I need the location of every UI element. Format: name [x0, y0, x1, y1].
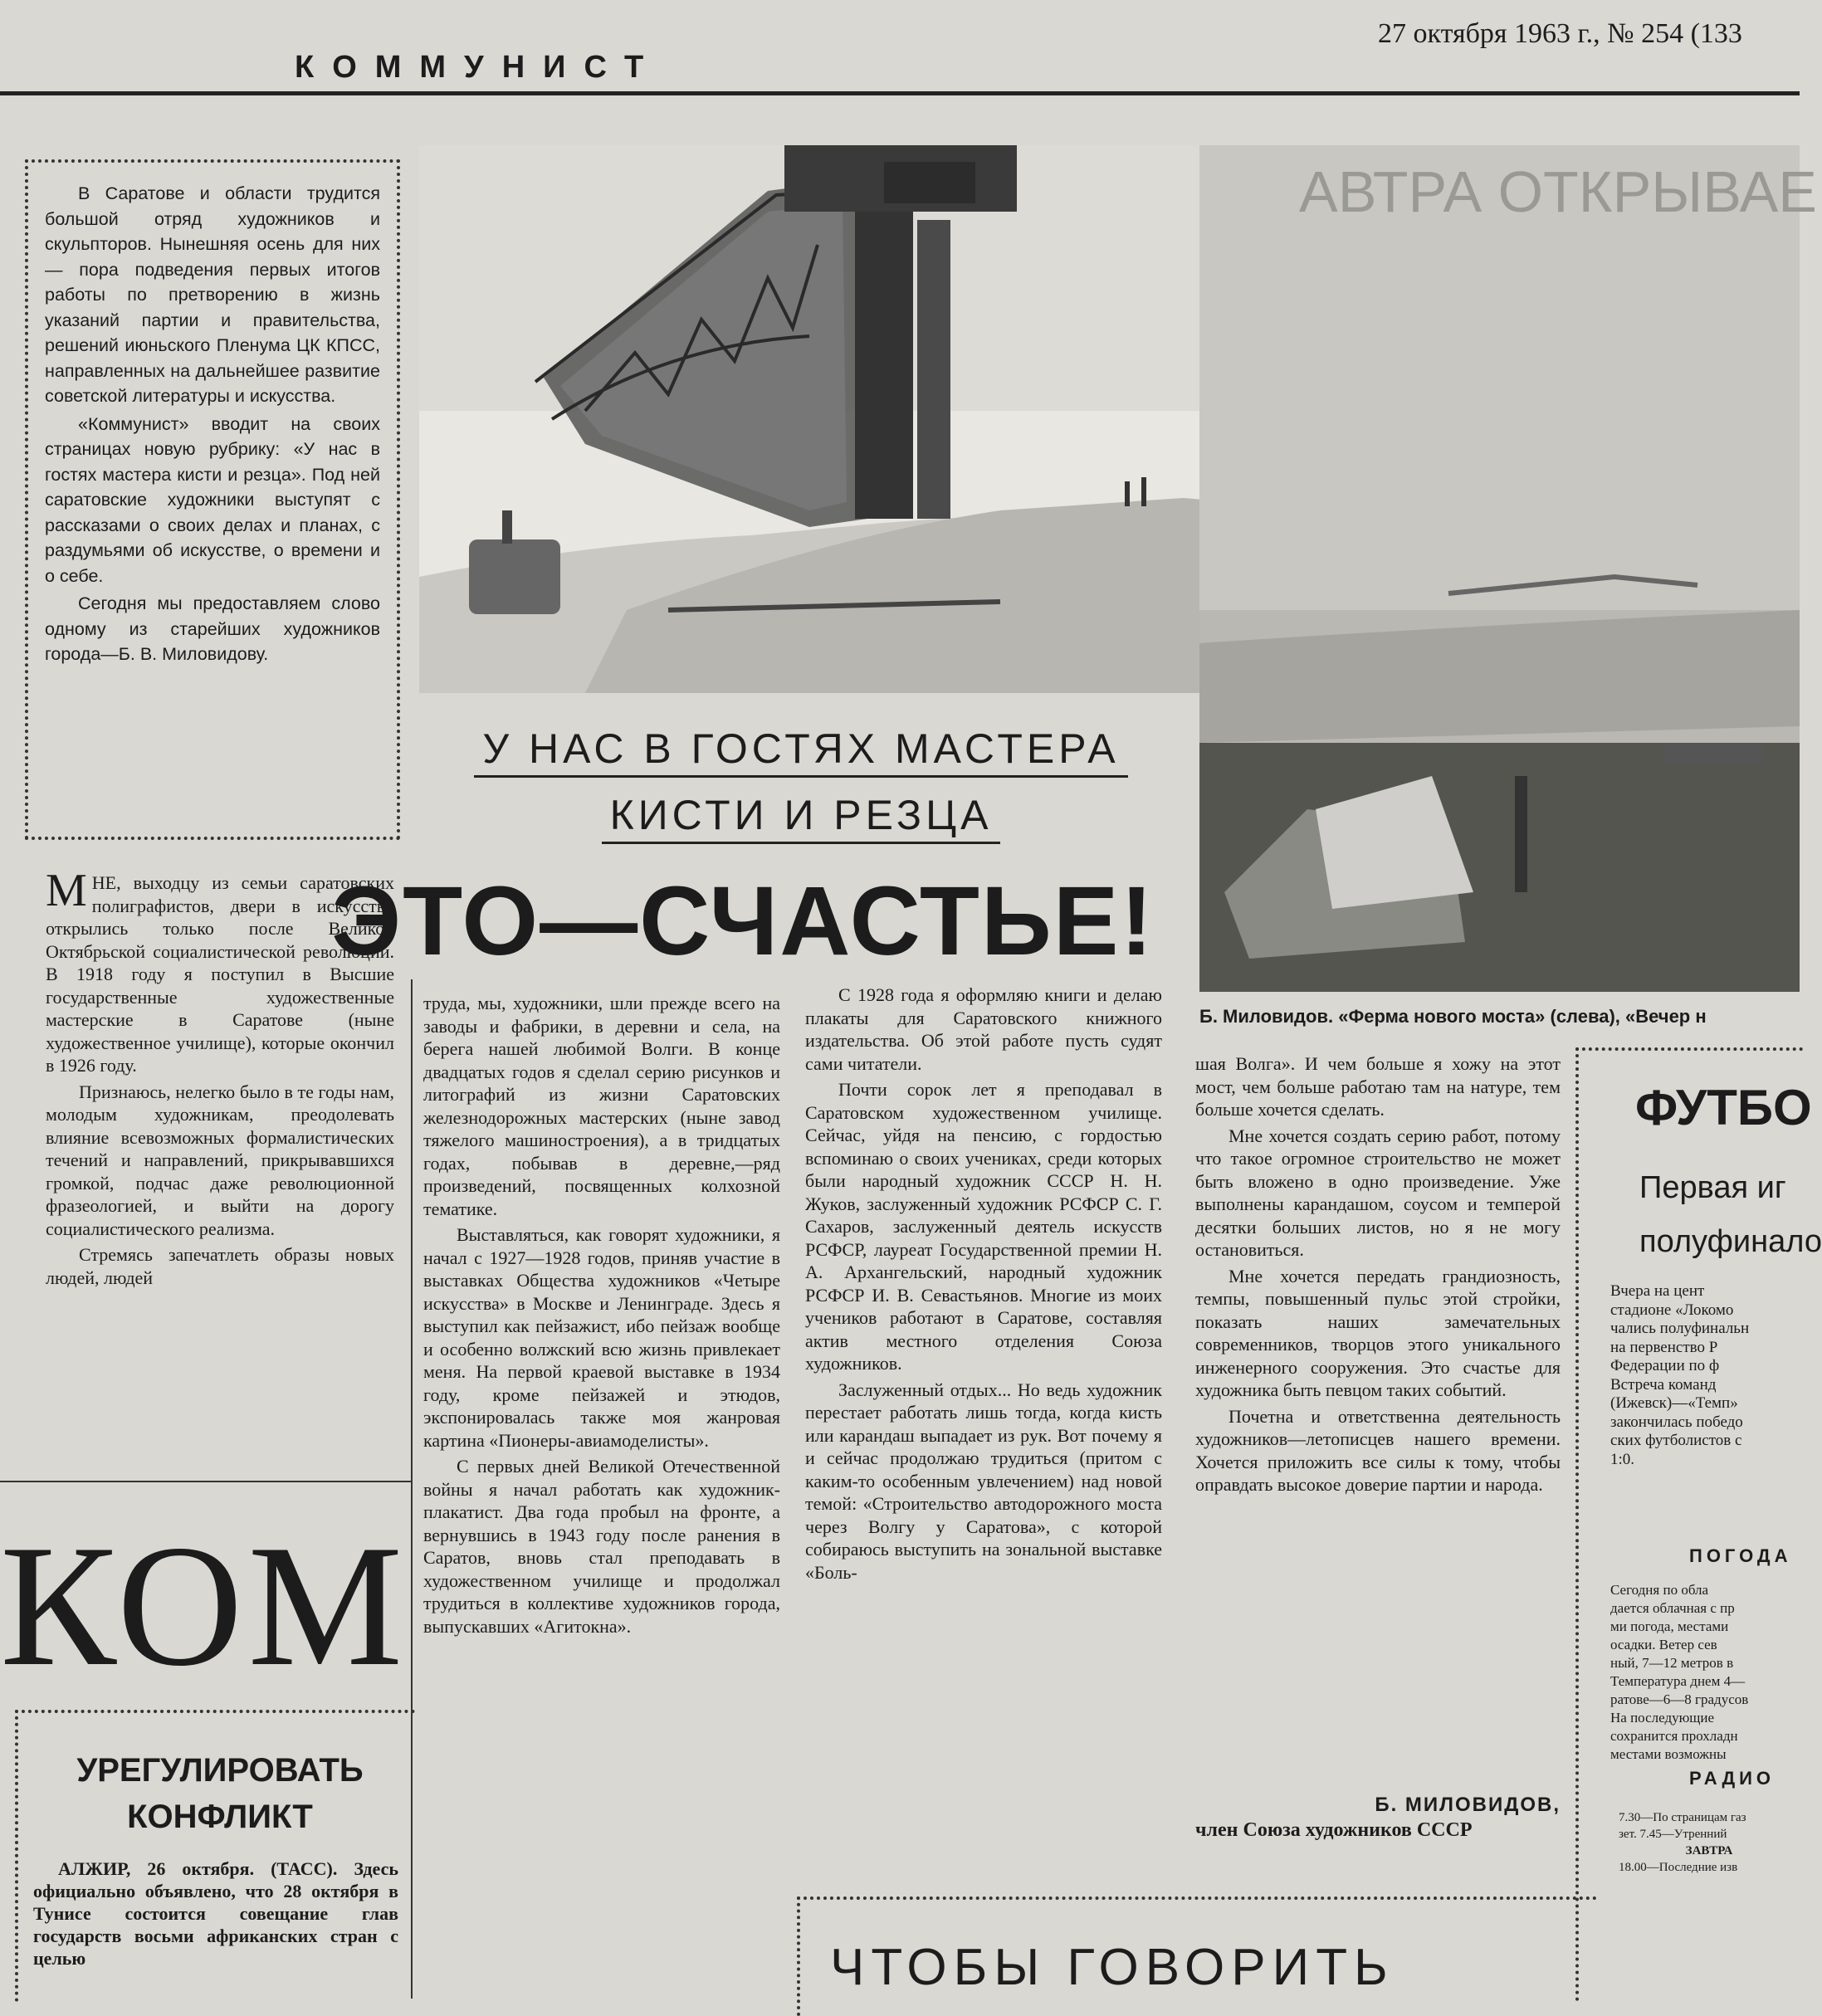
football-line: Встреча команд: [1610, 1375, 1717, 1394]
weather-line: осадки. Ветер сев: [1610, 1637, 1717, 1652]
football-subtitle-1: Первая иг: [1639, 1170, 1786, 1205]
rubric-line-2: [452, 790, 1150, 840]
article-paragraph: Почти сорок лет я преподавал в Саратовском художественном училище. Сейчас, уйдя на пенсию, с гордостью вспоминаю о своих учениках, среди которых были народный художник СССР Н. Н. Жуков, заслуженный художник РСФСР С. Г. Сахаров, заслуженный деятель искусств РСФСР, лауреат Государственной премии Н. А. Архангельский, народный художник РСФСР И. В. Севастьянов. Многие из моих учеников работают в Саратове, составляя актив местного отделения Союза художников.: [805, 1079, 1162, 1374]
article-paragraph: С 1928 года я оформляю книги и делаю плакаты для Саратовского книжного издательства. Об этой работе пусть судят сами читатели.: [805, 984, 1162, 1074]
radio-text: [1619, 1809, 1800, 1876]
radio-line: 18.00—Последние изв: [1619, 1861, 1738, 1874]
intro-paragraph: Сегодня мы предоставляем слово одному из старейших художников города—Б. В. Миловидову.: [45, 593, 380, 664]
football-line: Вчера на цент: [1610, 1282, 1705, 1300]
football-line: ских футболистов с: [1610, 1432, 1742, 1449]
weather-line: сохранится прохладн: [1610, 1728, 1738, 1744]
river-drawing: [1199, 145, 1817, 992]
article-paragraph: Стремясь запечатлеть образы новых людей, людей: [46, 1244, 394, 1288]
radio-line: зет. 7.45—Утренний: [1619, 1828, 1727, 1841]
weather-text: [1610, 1581, 1800, 1764]
football-line: 1:0.: [1610, 1450, 1635, 1468]
weather-line: местами возможны: [1610, 1746, 1727, 1762]
article-column-2: [423, 992, 780, 1641]
dateline: 27 октября 1963 г., № 254 (133: [1378, 18, 1742, 49]
article-paragraph: Признаюсь, нелегко было в те годы нам, молодым художникам, преодолевать влияние всевозможных формалистических течений и направлений, прикрывавшихся громкой, подчас даже революционной фразеологией, и выйти на дорогу социалистического реализма.: [46, 1081, 394, 1239]
author-name: Б. МИЛОВИДОВ,: [1375, 1794, 1561, 1816]
section-divider: [0, 1481, 411, 1482]
radio-line: 7.30—По страницам газ: [1619, 1811, 1746, 1824]
rubric-line-2-text: КИСТИ И РЕЗЦА: [602, 792, 1001, 844]
masthead: КОММУНИСТ: [295, 50, 662, 85]
masthead-rule: [0, 91, 1800, 95]
weather-line: Температура днем 4—: [1610, 1673, 1746, 1689]
radio-line: ЗАВТРА: [1685, 1844, 1733, 1857]
kom-headline: КОМ: [0, 1510, 408, 1702]
photo-caption: Б. Миловидов. «Ферма нового моста» (слева), «Вечер н: [1199, 1006, 1707, 1027]
rubric-line-1: [452, 724, 1150, 774]
football-text: [1610, 1282, 1800, 1469]
football-title: ФУТБО: [1635, 1080, 1812, 1135]
football-line: Федерации по ф: [1610, 1357, 1720, 1374]
article-column-1: [46, 865, 394, 1292]
football-line: закончилась победо: [1610, 1413, 1743, 1431]
football-line: стадионе «Локомо: [1610, 1301, 1734, 1319]
author-role: член Союза художников СССР: [1195, 1819, 1473, 1841]
football-subtitle-2: полуфинало: [1639, 1224, 1822, 1259]
article-title: ЭТО—СЧАСТЬЕ!: [331, 866, 1155, 976]
article-paragraph: С первых дней Великой Отечественной войны я начал работать как художник-плакатист. Два года пробыл на фронте, а вернувшись в 1943 году после ранения в Саратов, вновь стал преподавать в художественном училище и продолжал трудиться в коллективе художников города, выпускавших «Агитокна».: [423, 1456, 780, 1637]
weather-line: ратове—6—8 градусов: [1610, 1691, 1749, 1707]
bridge-drawing: [419, 145, 1266, 693]
conflict-headline-2: КОНФЛИКТ: [127, 1799, 313, 1835]
football-line: (Ижевск)—«Темп»: [1610, 1394, 1738, 1412]
bottom-headline: ЧТОБЫ ГОВОРИТЬ: [830, 1939, 1395, 1996]
article-column-4: [1195, 1052, 1561, 1500]
article-paragraph: труда, мы, художники, шли прежде всего на заводы и фабрики, в деревни и села, на берега нашей любимой Волги. В конце двадцатых годов я сделал серию рисунков и литографий из жизни Саратовских железнодорожных мастерских (ныне завод тяжелого машиностроения), а в тридцатых годах, побывав в деревне,—ряд произведений, посвященных колхозной тематике.: [423, 993, 780, 1219]
radio-title: РАДИО: [1689, 1768, 1776, 1789]
author-signature: [1195, 1793, 1561, 1843]
article-paragraph: Почетна и ответственна деятельность художников—летописцев нашего времени. Хочется приложить все силы к тому, чтобы оправдать высокое доверие партии и народа.: [1195, 1405, 1561, 1495]
weather-line: ный, 7—12 метров в: [1610, 1655, 1734, 1671]
article-paragraph: Заслуженный отдых... Но ведь художник перестает работать лишь тогда, когда кисть или карандаш выпадает из рук. Вот почему я и сейчас продолжаю трудиться (притом с каким-то особенным увлечением) над новой темой: «Строительство автодорожного моста через Волгу у Саратова», с которой собираюсь выступить на зональной выставке «Боль-: [805, 1379, 1162, 1583]
article-paragraph: Мне хочется передать грандиозность, темпы, повышенный пульс этой стройки, показать наших замечательных современников, творцов этого уникального инженерного сооружения. Это счастье для художника быть певцом таких событий.: [1195, 1265, 1561, 1400]
rubric-line-1-text: У НАС В ГОСТЯХ МАСТЕРА: [474, 725, 1127, 778]
intro-paragraph: В Саратове и области трудится большой отряд художников и скульпторов. Нынешняя осень для них— пора подведения первых итогов работы по претворению в жизнь указаний партии и правительства, решений июньского Пленума ЦК КПСС, направленных на дальнейшее развитие советской литературы и искусства.: [45, 183, 380, 406]
article-paragraph: НЕ, выходцу из семьи саратовских полиграфистов, двери в искусство открылись только после Великой Октябрьской социалистической революции. В 1918 году я поступил в Высшие государственные художественные мастерские в Саратове (ныне художественное училище), которые окончил в 1926 году.: [46, 872, 394, 1076]
football-line: чались полуфинальн: [1610, 1320, 1750, 1337]
weather-line: ми погода, местами: [1610, 1618, 1729, 1634]
conflict-text: [33, 1857, 398, 1970]
article-paragraph: шая Волга». И чем больше я хожу на этот мост, чем больше работаю там на натуре, тем больше хочется сделать.: [1195, 1053, 1561, 1120]
svg-text:АВТРА ОТКРЫВАЕ: АВТРА ОТКРЫВАЕ: [1299, 159, 1817, 224]
football-line: на первенство Р: [1610, 1338, 1718, 1356]
intro-paragraph: «Коммунист» вводит на своих страницах новую рубрику: «У нас в гостях мастера кисти и резца». Под ней саратовские художники выступят с рассказами о своих делах и планах, с раздумьями об искусстве, о времени и о себе.: [45, 413, 380, 586]
article-paragraph: Мне хочется создать серию работ, потому что такое огромное строительство не может быть вложено в одно произведение. Уже выполнены карандашом, соусом и темперой десятки больших листов, но я не могу остановиться.: [1195, 1125, 1561, 1260]
intro-box: [25, 159, 400, 840]
article-paragraph: Выставляться, как говорят художники, я начал с 1927—1928 годов, приняв участие в выставках Общества художников «Четыре искусства» в Москве и Ленинграде. Здесь я выступил как пейзажист, ибо пейзаж вообще и особенно волжский всю жизнь привлекает меня. На первой краевой выставке в 1934 году, кроме пейзажей и этюдов, экспонировалась также моя жанровая картина «Пионеры-авиамоделисты».: [423, 1224, 780, 1451]
drop-cap: М: [46, 865, 87, 916]
conflict-headline-1: УРЕГУЛИРОВАТЬ: [76, 1752, 364, 1789]
conflict-headline: [33, 1747, 407, 1840]
weather-line: дается облачная с пр: [1610, 1600, 1735, 1616]
weather-title: ПОГОДА: [1689, 1545, 1792, 1566]
article-column-3: [805, 984, 1162, 1587]
weather-line: На последующие: [1610, 1710, 1715, 1726]
conflict-paragraph: АЛЖИР, 26 октября. (ТАСС). Здесь официально объявлено, что 28 октября в Тунисе состоится совещание глав государств восьми африканских стран с целью: [33, 1858, 398, 1969]
weather-line: Сегодня по обла: [1610, 1582, 1709, 1598]
